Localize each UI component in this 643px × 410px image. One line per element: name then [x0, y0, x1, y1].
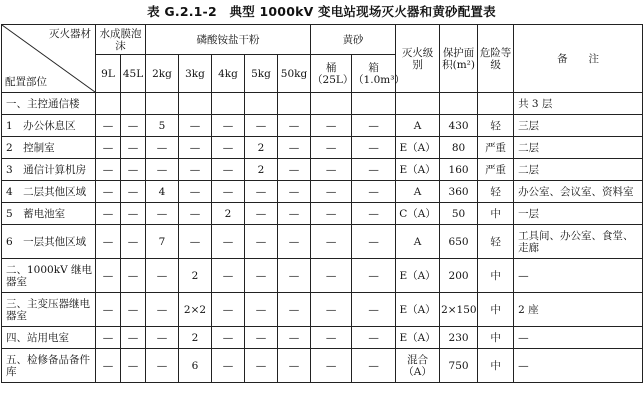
- powder-col-4kg: 4kg: [212, 55, 245, 93]
- area-header: 保护面积(m²): [440, 25, 478, 93]
- row-location: 二、1000kV 继电器室: [2, 259, 96, 293]
- row-location: 四、站用电室: [2, 327, 96, 349]
- row-cell: 混合（A）: [396, 349, 440, 383]
- extinguisher-table: [1, 24, 643, 383]
- table-row: [2, 93, 643, 115]
- row-cell: —: [311, 327, 352, 349]
- row-cell: 中: [478, 203, 514, 225]
- row-cell: [311, 93, 352, 115]
- row-cell: —: [278, 159, 311, 181]
- row-cell: —: [96, 159, 121, 181]
- row-cell: —: [278, 327, 311, 349]
- row-cell: —: [352, 159, 396, 181]
- fire-class-header: 灭火级别: [396, 25, 440, 93]
- foam-col-45l: 45L: [121, 55, 146, 93]
- row-cell: 2×150: [440, 293, 478, 327]
- corner-top-label: 灭火器材: [49, 28, 91, 40]
- remark-header: 备 注: [514, 25, 643, 93]
- row-cell: —: [352, 137, 396, 159]
- row-cell: —: [311, 115, 352, 137]
- row-remark: —: [514, 327, 643, 349]
- row-cell: —: [245, 259, 278, 293]
- row-cell: 2: [179, 327, 212, 349]
- row-cell: —: [96, 137, 121, 159]
- row-cell: A: [396, 115, 440, 137]
- row-cell: —: [278, 259, 311, 293]
- row-cell: [352, 93, 396, 115]
- row-cell: —: [278, 115, 311, 137]
- row-location: 4 二层其他区域: [2, 181, 96, 203]
- row-cell: —: [212, 293, 245, 327]
- row-cell: 430: [440, 115, 478, 137]
- row-location: 3 通信计算机房: [2, 159, 96, 181]
- row-cell: —: [146, 327, 179, 349]
- row-cell: —: [311, 203, 352, 225]
- row-cell: 中: [478, 349, 514, 383]
- corner-bottom-label: 配置部位: [5, 76, 47, 88]
- row-location: 2 控制室: [2, 137, 96, 159]
- row-cell: A: [396, 225, 440, 259]
- row-cell: —: [121, 181, 146, 203]
- row-cell: —: [146, 259, 179, 293]
- row-cell: —: [245, 349, 278, 383]
- row-cell: —: [311, 137, 352, 159]
- row-cell: —: [212, 225, 245, 259]
- row-remark: 二层: [514, 137, 643, 159]
- row-cell: —: [179, 203, 212, 225]
- row-cell: —: [96, 181, 121, 203]
- row-cell: 中: [478, 293, 514, 327]
- row-cell: 650: [440, 225, 478, 259]
- row-cell: —: [121, 259, 146, 293]
- table-row: [2, 115, 643, 137]
- row-cell: E（A）: [396, 327, 440, 349]
- row-remark: —: [514, 259, 643, 293]
- row-cell: —: [212, 137, 245, 159]
- table-body: [2, 93, 643, 383]
- row-cell: —: [245, 327, 278, 349]
- row-cell: 轻: [478, 225, 514, 259]
- row-cell: —: [212, 349, 245, 383]
- table-row: [2, 259, 643, 293]
- row-cell: —: [96, 293, 121, 327]
- sand-box-col: 箱（1.0m³）: [352, 55, 396, 93]
- row-remark: 三层: [514, 115, 643, 137]
- row-cell: —: [311, 225, 352, 259]
- row-cell: [396, 93, 440, 115]
- row-cell: —: [278, 293, 311, 327]
- row-cell: E（A）: [396, 159, 440, 181]
- row-cell: E（A）: [396, 259, 440, 293]
- row-cell: —: [121, 115, 146, 137]
- row-cell: —: [352, 293, 396, 327]
- row-remark: 二层: [514, 159, 643, 181]
- row-cell: —: [96, 259, 121, 293]
- row-cell: —: [179, 137, 212, 159]
- row-cell: E（A）: [396, 137, 440, 159]
- row-cell: —: [352, 259, 396, 293]
- row-cell: —: [352, 115, 396, 137]
- row-cell: 严重: [478, 159, 514, 181]
- table-row: [2, 159, 643, 181]
- row-cell: —: [121, 349, 146, 383]
- row-cell: —: [96, 225, 121, 259]
- row-location: 三、主变压器继电器室: [2, 293, 96, 327]
- row-cell: E（A）: [396, 293, 440, 327]
- row-cell: —: [146, 137, 179, 159]
- row-cell: —: [121, 203, 146, 225]
- table-title: 表 G.2.1-2 典型 1000kV 变电站现场灭火器和黄砂配置表: [147, 4, 496, 19]
- row-cell: —: [179, 159, 212, 181]
- row-cell: C（A）: [396, 203, 440, 225]
- foam-header: 水成膜泡沫: [96, 25, 146, 55]
- row-cell: —: [245, 115, 278, 137]
- row-cell: —: [278, 181, 311, 203]
- row-cell: 6: [179, 349, 212, 383]
- row-cell: —: [212, 159, 245, 181]
- row-cell: 7: [146, 225, 179, 259]
- row-cell: —: [245, 225, 278, 259]
- row-remark: —: [514, 349, 643, 383]
- powder-col-2kg: 2kg: [146, 55, 179, 93]
- row-cell: —: [352, 349, 396, 383]
- row-location: 一、主控通信楼: [2, 93, 96, 115]
- corner-header: [2, 25, 96, 93]
- sand-header: 黄砂: [311, 25, 396, 55]
- row-cell: [121, 93, 146, 115]
- row-cell: —: [311, 181, 352, 203]
- row-cell: —: [96, 203, 121, 225]
- row-cell: —: [278, 225, 311, 259]
- row-cell: [278, 93, 311, 115]
- row-cell: —: [121, 137, 146, 159]
- powder-col-50kg: 50kg: [278, 55, 311, 93]
- row-remark: 办公室、会议室、资料室: [514, 181, 643, 203]
- row-remark: 共 3 层: [514, 93, 643, 115]
- row-cell: 2: [179, 259, 212, 293]
- row-remark: 一层: [514, 203, 643, 225]
- row-cell: 中: [478, 259, 514, 293]
- row-cell: —: [179, 225, 212, 259]
- row-cell: —: [245, 203, 278, 225]
- row-remark: 工具间、办公室、食堂、走廊: [514, 225, 643, 259]
- table-row: [2, 203, 643, 225]
- row-cell: 2×2: [179, 293, 212, 327]
- table-row: [2, 293, 643, 327]
- row-cell: 轻: [478, 115, 514, 137]
- row-cell: —: [121, 159, 146, 181]
- table-row: [2, 327, 643, 349]
- row-cell: —: [121, 225, 146, 259]
- row-cell: [478, 93, 514, 115]
- row-cell: —: [146, 349, 179, 383]
- row-cell: —: [146, 203, 179, 225]
- row-cell: —: [96, 349, 121, 383]
- row-cell: [245, 93, 278, 115]
- row-cell: 严重: [478, 137, 514, 159]
- row-cell: —: [278, 203, 311, 225]
- row-cell: —: [311, 259, 352, 293]
- row-cell: 80: [440, 137, 478, 159]
- row-cell: [146, 93, 179, 115]
- row-cell: 2: [212, 203, 245, 225]
- row-cell: A: [396, 181, 440, 203]
- row-cell: —: [96, 115, 121, 137]
- row-cell: [96, 93, 121, 115]
- foam-col-9l: 9L: [96, 55, 121, 93]
- row-cell: —: [212, 327, 245, 349]
- table-row: [2, 181, 643, 203]
- row-cell: [179, 93, 212, 115]
- row-cell: —: [245, 181, 278, 203]
- row-location: 1 办公休息区: [2, 115, 96, 137]
- row-cell: —: [352, 327, 396, 349]
- row-cell: —: [96, 327, 121, 349]
- table-row: [2, 137, 643, 159]
- sand-bucket-col: 桶（25L）: [311, 55, 352, 93]
- powder-col-5kg: 5kg: [245, 55, 278, 93]
- row-cell: 230: [440, 327, 478, 349]
- row-cell: —: [352, 203, 396, 225]
- powder-header: 磷酸铵盐干粉: [146, 25, 311, 55]
- row-cell: 50: [440, 203, 478, 225]
- row-cell: —: [121, 327, 146, 349]
- row-cell: 360: [440, 181, 478, 203]
- table-row: [2, 349, 643, 383]
- row-cell: [212, 93, 245, 115]
- row-cell: 2: [245, 159, 278, 181]
- row-cell: —: [212, 181, 245, 203]
- row-cell: —: [311, 349, 352, 383]
- row-cell: —: [278, 349, 311, 383]
- row-cell: 轻: [478, 181, 514, 203]
- row-cell: 2: [245, 137, 278, 159]
- row-location: 6 一层其他区域: [2, 225, 96, 259]
- row-cell: 200: [440, 259, 478, 293]
- row-cell: —: [352, 225, 396, 259]
- row-cell: —: [121, 293, 146, 327]
- row-cell: [440, 93, 478, 115]
- row-cell: —: [146, 159, 179, 181]
- row-cell: —: [278, 137, 311, 159]
- row-cell: 4: [146, 181, 179, 203]
- table-row: [2, 225, 643, 259]
- row-cell: 5: [146, 115, 179, 137]
- row-cell: —: [212, 259, 245, 293]
- hazard-header: 危险等级: [478, 25, 514, 93]
- powder-col-3kg: 3kg: [179, 55, 212, 93]
- row-cell: —: [311, 293, 352, 327]
- row-remark: 2 座: [514, 293, 643, 327]
- row-cell: —: [179, 181, 212, 203]
- row-cell: —: [245, 293, 278, 327]
- row-cell: —: [352, 181, 396, 203]
- row-cell: —: [146, 293, 179, 327]
- row-cell: —: [212, 115, 245, 137]
- row-location: 五、检修备品备件库: [2, 349, 96, 383]
- row-cell: 160: [440, 159, 478, 181]
- row-cell: —: [179, 115, 212, 137]
- row-location: 5 蓄电池室: [2, 203, 96, 225]
- row-cell: —: [311, 159, 352, 181]
- row-cell: 中: [478, 327, 514, 349]
- row-cell: 750: [440, 349, 478, 383]
